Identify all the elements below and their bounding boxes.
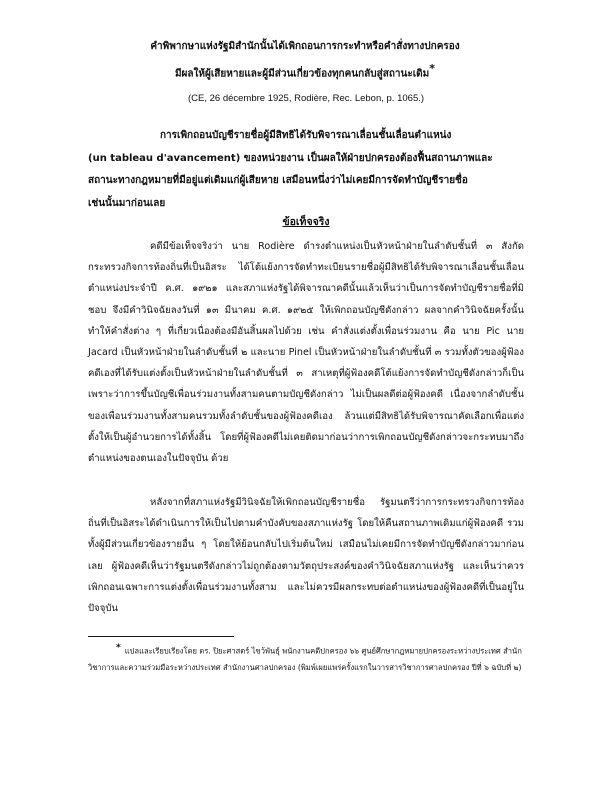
facts-heading bbox=[0, 213, 612, 230]
summary-line-3: สถานะทางกฎหมายที่มีอยู่แต่เดิมแก่ผู้เสียหาย เสมือนหนึ่งว่าไม่เคยมีการจัดทำบัญชีรายชื่อ bbox=[88, 175, 468, 186]
summary-line bbox=[88, 125, 524, 148]
paragraph-facts-1 bbox=[88, 236, 524, 469]
summary-line bbox=[88, 148, 524, 171]
summary-line-2: (un tableau d'avancement) ของหน่วยงาน เป็นผลให้ฝ่ายปกครองต้องฟื้นสถานภาพและ bbox=[88, 152, 493, 164]
paragraph-facts-2 bbox=[88, 492, 524, 619]
case-citation: (CE, 26 décembre 1925, Rodière, Rec. Lebon, p. 1065.) bbox=[187, 93, 425, 104]
summary-line bbox=[88, 193, 524, 216]
footnote bbox=[88, 640, 524, 677]
paragraph-2-text: หลังจากที่สภาแห่งรัฐมีวินิจฉัยให้เพิกถอนบัญชีรายชื่อ รัฐมนตรีว่าการกระทรวงกิจการท้องถิ่นที่เป็นอิสระได้ดำเนินการให้เป็นไปตามคำบังคับของสภาแห่งรัฐ โดยให้คืนสถานภาพเดิมแก่ผู้ฟ้องคดี รวมทั้งผู้มีส่วนเกี่ยวข้องรายอื่น ๆ โดยให้ย้อนกลับไปเริ่มต้นใหม่ เสมือนไม่เคยมีการจัดทำบัญชีดังกล่าวมาก่อนเลย ผู้ฟ้องคดีเห็นว่ารัฐมนตรีดังกล่าวไม่ถูกต้องตามวัตถุประสงค์ของคำวินิจฉัยสภาแห่งรัฐ และเห็นว่าควรเพิกถอนเฉพาะการแต่งตั้งเพื่อนร่วมงานทั้งสาม และไม่ควรมีผลกระทบต่อตำแหน่งของผู้ฟ้องคดีที่เป็นอยู่ในปัจจุบัน bbox=[88, 497, 524, 615]
summary-line-4: เช่นนั้นมาก่อนเลย bbox=[88, 197, 166, 209]
title-footnote-mark: * bbox=[429, 62, 436, 75]
title-line-1: คำพิพากษาแห่งรัฐมิสำนักนั้นได้เพิกถอนการกระทำหรือคำสั่งทางปกครอง bbox=[150, 41, 460, 52]
footnote-text: แปลและเรียบเรียงโดย ดร. ปิยะศาสตร์ ไขว้พันธุ์ พนักงานคดีปกครอง ๖๖ ศูนย์ศึกษากฎหมายปกครองระหว่างประเทศ สำนักวิชาการและความร่วมมือระหว่างประเทศ สำนักงานศาลปกครอง (พิมพ์เผยแพร่ครั้งแรกในวารสารวิชาการศาลปกครอง ปีที่ ๖ ฉบับที่ ๒) bbox=[88, 646, 522, 673]
title-line-2-text: มีผลให้ผู้เสียหายและผู้มีส่วนเกี่ยวข้องทุกคนกลับสู่สถานะเดิม bbox=[174, 68, 430, 80]
footnote-mark: * bbox=[116, 643, 121, 653]
facts-heading-text: ข้อเท็จจริง bbox=[282, 216, 330, 228]
paragraph-1-text: คดีมีข้อเท็จจริงว่า นาย Rodière ดำรงตำแหน่งเป็นหัวหน้าฝ่ายในลำดับชั้นที่ ๓ สังกัดกระทรวงกิจการท้องถิ่นที่เป็นอิสระ ได้โต้แย้งการจัดทำทะเบียนรายชื่อผู้มีสิทธิได้รับพิจารณาเลื่อนชั้นเลื่อนตำแหน่งประจำปี ค.ศ. ๑๙๒๑ และสภาแห่งรัฐได้พิจารณาคดีนั้นแล้วเห็นว่าเป็นการจัดทำบัญชีรายชื่อที่มิชอบ จึงมีคำวินิจฉัยลงวันที่ ๑๓ มีนาคม ค.ศ. ๑๙๒๕ ให้เพิกถอนบัญชีดังกล่าว ผลจากคำวินิจฉัยครั้งนั้น ทำให้คำสั่งต่าง ๆ ที่เกี่ยวเนื่องต้องมีอันสิ้นผลไปด้วย เช่น คำสั่งแต่งตั้งเพื่อนร่วมงาน คือ นาย Pic นาย Jacard เป็นหัวหน้าฝ่ายในลำดับชั้นที่ ๒ และนาย Pinel เป็นหัวหน้าฝ่ายในลำดับชั้นที่ ๓ รวมทั้งตัวของผู้ฟ้องคดีเองที่ได้รับแต่งตั้งเป็นหัวหน้าฝ่ายในลำดับชั้นที่ ๓ สาเหตุที่ผู้ฟ้องคดีโต้แย้งการจัดทำบัญชีดังกล่าวก็เป็นเพราะว่าการขึ้นบัญชีเพื่อนร่วมงานทั้งสามคนตามบัญชีดังกล่าว ไม่เป็นผลดีต่อผู้ฟ้องคดี เนื่องจากลำดับชั้นของเพื่อนร่วมงานทั้งสามคนรวมทั้งลำดับชั้นของผู้ฟ้องคดีเอง ล้วนแต่มีสิทธิได้รับพิจารณาคัดเลือกเพื่อแต่งตั้งให้เป็นผู้อำนวยการได้ทั้งสิ้น โดยที่ผู้ฟ้องคดีไม่เคยติดมาก่อนว่าการเพิกถอนบัญชีดังกล่าวจะกระทบมาถึงตำแหน่งของตนเองในปัจจุบัน ด้วย bbox=[88, 241, 524, 465]
case-summary bbox=[88, 125, 524, 215]
summary-line bbox=[88, 170, 524, 193]
title-line-2 bbox=[95, 58, 515, 85]
summary-line-1: การเพิกถอนบัญชีรายชื่อผู้มีสิทธิได้รับพิจารณาเลื่อนชั้นเลื่อนตำแหน่ง bbox=[160, 130, 452, 141]
footnote-divider bbox=[88, 636, 234, 637]
